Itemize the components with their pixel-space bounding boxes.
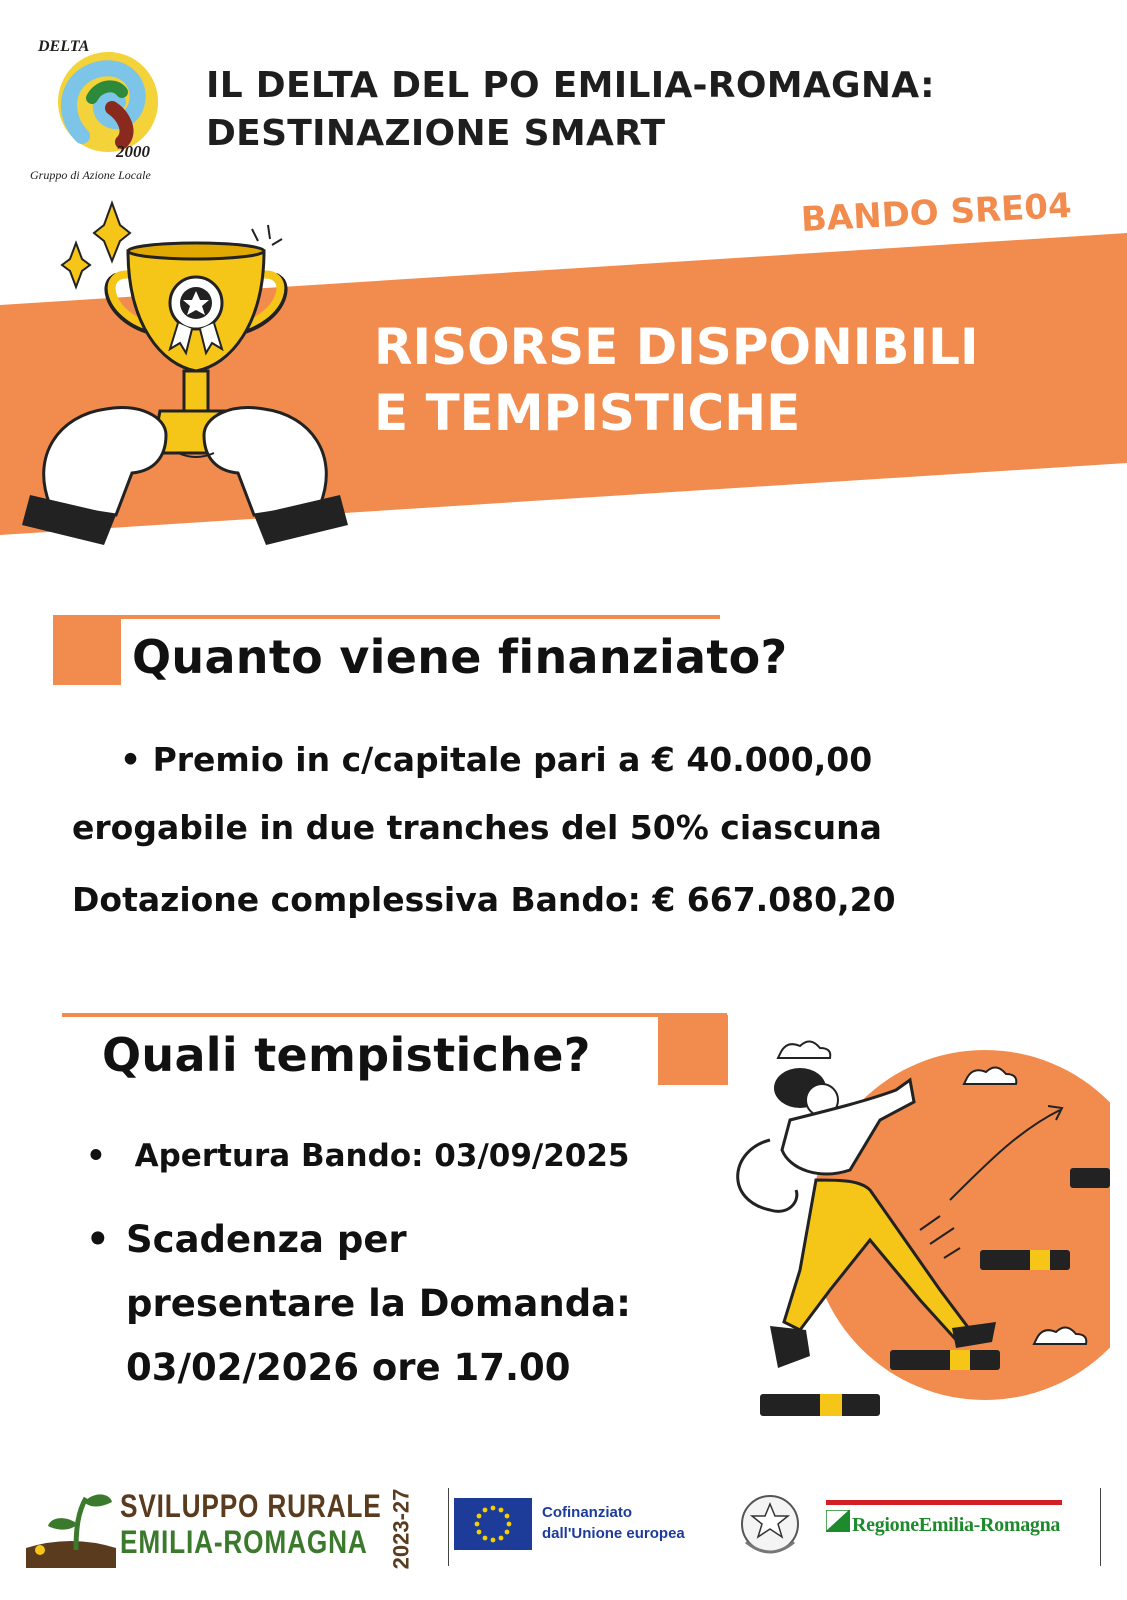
footer-separator <box>1100 1488 1101 1566</box>
sprout-icon <box>26 1488 116 1568</box>
running-person-icon <box>730 1030 1110 1450</box>
italian-republic-emblem-icon <box>738 1490 802 1564</box>
program-years <box>385 1490 413 1570</box>
finance-heading: Quanto viene finanziato? <box>132 630 788 684</box>
region-name-text: RegioneEmilia-Romagna <box>852 1514 1061 1536</box>
eu-cofinanced-text <box>542 1502 685 1544</box>
logo-delta-text: DELTA <box>38 38 90 55</box>
sviluppo-rurale-line-2: EMILIA-ROMAGNA <box>120 1524 368 1560</box>
logo-caption: Gruppo di Azione Locale <box>30 168 151 182</box>
title-line-1: IL DELTA DEL PO EMILIA-ROMAGNA: <box>206 65 935 106</box>
region-red-bar <box>826 1500 1062 1505</box>
timing-heading: Quali tempistiche? <box>102 1028 591 1082</box>
banner-heading <box>374 314 979 446</box>
section-divider-line <box>62 1013 727 1017</box>
finance-tranches-text: erogabile in due tranches del 50% ciascuna <box>72 808 882 847</box>
timing-opening-item <box>86 1138 630 1174</box>
bando-label: BANDO SRE04 <box>800 185 1073 240</box>
opening-date-text: Apertura Bando: 03/09/2025 <box>134 1138 630 1174</box>
eu-text-line-2: dall'Unione europea <box>542 1525 685 1542</box>
program-years-text: 2023-27 <box>388 1488 414 1570</box>
finance-premio-text: • Premio in c/capitale pari a € 40.000,00 <box>120 740 873 779</box>
finance-dotazione-text: Dotazione complessiva Bando: € 667.080,20 <box>72 880 896 919</box>
eu-flag-icon <box>454 1498 532 1550</box>
timing-deadline-item <box>86 1208 631 1400</box>
sviluppo-rurale-line-1: SVILUPPO RURALE <box>120 1488 382 1524</box>
section-accent-square <box>53 617 121 685</box>
section-divider-line <box>53 615 720 619</box>
deadline-line-3: 03/02/2026 ore 17.00 <box>126 1346 571 1389</box>
deadline-line-1: Scadenza per <box>126 1218 407 1261</box>
banner-line-2: E TEMPISTICHE <box>374 384 801 442</box>
banner-line-1: RISORSE DISPONIBILI <box>374 318 979 376</box>
bullet: • <box>86 1138 106 1174</box>
delta-2000-logo <box>30 38 180 190</box>
footer-separator <box>448 1488 449 1566</box>
deadline-line-2: presentare la Domanda: <box>126 1282 631 1325</box>
section-accent-square <box>658 1015 728 1085</box>
title-line-2: DESTINAZIONE SMART <box>206 113 666 154</box>
trophy-icon <box>20 195 350 555</box>
eu-stars-icon <box>454 1498 532 1550</box>
region-logo-icon <box>826 1510 850 1532</box>
logo-year-text: 2000 <box>116 142 150 161</box>
page-title <box>206 62 935 158</box>
eu-text-line-1: Cofinanziato <box>542 1504 632 1521</box>
bullet: • <box>86 1218 110 1261</box>
